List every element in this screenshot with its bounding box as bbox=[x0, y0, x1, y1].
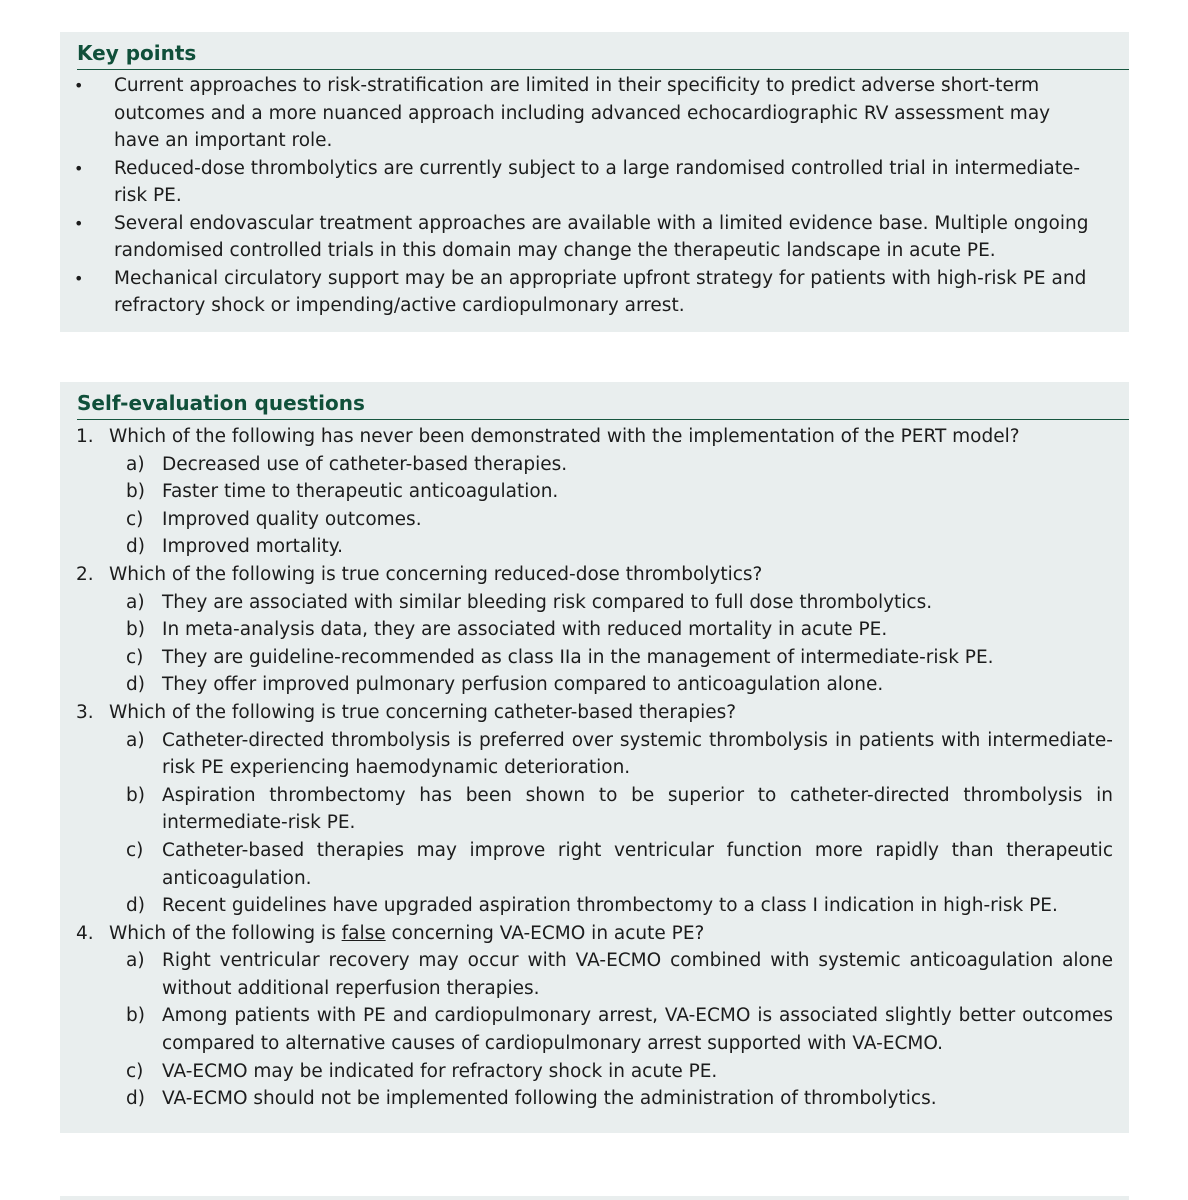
self-evaluation-title: Self-evaluation questions bbox=[77, 391, 365, 415]
question-number: 3. bbox=[76, 701, 94, 723]
option-text: They offer improved pulmonary perfusion compared to anticoagulation alone. bbox=[162, 674, 884, 696]
key-points-title: Key points bbox=[77, 41, 197, 65]
bullet-icon: • bbox=[74, 76, 84, 95]
answer-options bbox=[76, 947, 1113, 1113]
option-text: Aspiration thrombectomy has been shown to be superior to catheter-directed thrombolysis in intermediate-risk PE. bbox=[162, 784, 1113, 834]
answer-option bbox=[76, 782, 1113, 837]
key-points-list bbox=[74, 72, 1101, 320]
answer-option bbox=[76, 1002, 1113, 1057]
option-letter: a) bbox=[126, 453, 145, 475]
key-point-text: Reduced-dose thrombolytics are currently subject to a large randomised controlled trial in intermediate-risk PE. bbox=[114, 157, 1081, 206]
question-list bbox=[76, 423, 1113, 1113]
question-stem bbox=[76, 423, 1113, 451]
option-letter: b) bbox=[126, 619, 145, 641]
key-point-text: Current approaches to risk-stratification are limited in their specificity to predict adverse short-term outcomes and a more nuanced approach including advanced echocardiographic RV assessment may have an important role. bbox=[114, 75, 1051, 151]
option-text: Improved mortality. bbox=[162, 536, 343, 558]
option-text: VA-ECMO should not be implemented following the administration of thrombolytics. bbox=[162, 1088, 937, 1110]
option-letter: b) bbox=[126, 1005, 145, 1027]
option-letter: d) bbox=[126, 895, 145, 917]
answer-option bbox=[76, 616, 1113, 644]
answer-option bbox=[76, 533, 1113, 561]
question-number: 4. bbox=[76, 922, 94, 944]
option-text: Recent guidelines have upgraded aspiration thrombectomy to a class I indication in high-risk PE. bbox=[162, 895, 1058, 917]
option-letter: c) bbox=[126, 508, 144, 530]
answer-option bbox=[76, 644, 1113, 672]
option-text: Improved quality outcomes. bbox=[162, 508, 422, 530]
answer-option bbox=[76, 1058, 1113, 1086]
question-stem bbox=[76, 699, 1113, 727]
question-emphasis: false bbox=[341, 922, 386, 944]
key-point-item bbox=[74, 265, 1101, 320]
answer-option bbox=[76, 506, 1113, 534]
option-text: They are associated with similar bleeding risk compared to full dose thrombolytics. bbox=[162, 591, 933, 613]
option-letter: b) bbox=[126, 784, 145, 806]
option-text: Among patients with PE and cardiopulmonary arrest, VA-ECMO is associated slightly better outcomes compared to alternative causes of cardiopulmonary arrest supported with VA-ECMO. bbox=[162, 1005, 1113, 1055]
question-text: Which of the following has never been demonstrated with the implementation of the PERT model? bbox=[109, 426, 1020, 447]
option-letter: a) bbox=[126, 950, 145, 972]
option-text: In meta-analysis data, they are associated with reduced mortality in acute PE. bbox=[162, 619, 888, 641]
bullet-icon: • bbox=[74, 158, 84, 178]
option-letter: d) bbox=[126, 674, 145, 696]
bullet-icon: • bbox=[74, 213, 84, 233]
question-number: 2. bbox=[76, 563, 94, 585]
option-text: VA-ECMO may be indicated for refractory shock in acute PE. bbox=[162, 1060, 718, 1082]
answer-options bbox=[76, 727, 1113, 920]
next-box-edge bbox=[60, 1196, 1129, 1200]
key-points-title-rule bbox=[77, 69, 1129, 70]
bullet-icon: • bbox=[74, 268, 84, 288]
question-1 bbox=[76, 423, 1113, 561]
answer-option bbox=[76, 837, 1113, 892]
answer-option bbox=[76, 727, 1113, 782]
key-point-item bbox=[74, 72, 1101, 155]
key-point-text: Several endovascular treatment approaches are available with a limited evidence base. Multiple ongoing randomised controlled trials in this domain may change the therapeutic landscape in acute PE. bbox=[114, 212, 1089, 261]
option-letter: a) bbox=[126, 729, 145, 751]
option-text: Faster time to therapeutic anticoagulation. bbox=[162, 481, 559, 503]
key-point-item bbox=[74, 210, 1101, 265]
answer-option bbox=[76, 892, 1113, 920]
option-letter: a) bbox=[126, 591, 145, 613]
self-evaluation-title-rule bbox=[77, 419, 1129, 420]
option-letter: d) bbox=[126, 536, 145, 558]
option-letter: d) bbox=[126, 1088, 145, 1110]
key-point-item bbox=[74, 155, 1101, 210]
option-text: Decreased use of catheter-based therapies. bbox=[162, 453, 568, 475]
key-point-text: Mechanical circulatory support may be an appropriate upfront strategy for patients with high-risk PE and refractory shock or impending/active cardiopulmonary arrest. bbox=[114, 267, 1087, 316]
answer-option bbox=[76, 451, 1113, 479]
answer-option bbox=[76, 589, 1113, 617]
question-3 bbox=[76, 699, 1113, 920]
question-stem bbox=[76, 920, 1113, 948]
question-text: Which of the following is true concerning catheter-based therapies? bbox=[109, 701, 737, 723]
answer-option bbox=[76, 478, 1113, 506]
question-text: Which of the following is bbox=[109, 922, 342, 944]
question-number: 1. bbox=[76, 426, 94, 447]
option-text: Catheter-based therapies may improve right ventricular function more rapidly than therapeutic anticoagulation. bbox=[162, 839, 1113, 889]
option-text: They are guideline-recommended as class IIa in the management of intermediate-risk PE. bbox=[162, 646, 994, 668]
option-letter: c) bbox=[126, 839, 144, 861]
self-evaluation-box bbox=[60, 382, 1129, 1133]
answer-option bbox=[76, 671, 1113, 699]
question-stem bbox=[76, 561, 1113, 589]
option-letter: c) bbox=[126, 646, 144, 668]
question-4 bbox=[76, 920, 1113, 1113]
answer-option bbox=[76, 947, 1113, 1002]
answer-options bbox=[76, 451, 1113, 561]
question-2 bbox=[76, 561, 1113, 699]
option-letter: c) bbox=[126, 1060, 144, 1082]
key-points-box bbox=[60, 32, 1129, 332]
option-letter: b) bbox=[126, 481, 145, 503]
option-text: Right ventricular recovery may occur with VA-ECMO combined with systemic anticoagulation alone without additional reperfusion therapies. bbox=[162, 950, 1113, 999]
option-text: Catheter-directed thrombolysis is preferred over systemic thrombolysis in patients with intermediate-risk PE experiencing haemodynamic deterioration. bbox=[162, 729, 1113, 779]
question-text-after: concerning VA-ECMO in acute PE? bbox=[385, 922, 705, 944]
answer-options bbox=[76, 589, 1113, 699]
answer-option bbox=[76, 1085, 1113, 1113]
question-text: Which of the following is true concerning reduced-dose thrombolytics? bbox=[109, 563, 763, 585]
